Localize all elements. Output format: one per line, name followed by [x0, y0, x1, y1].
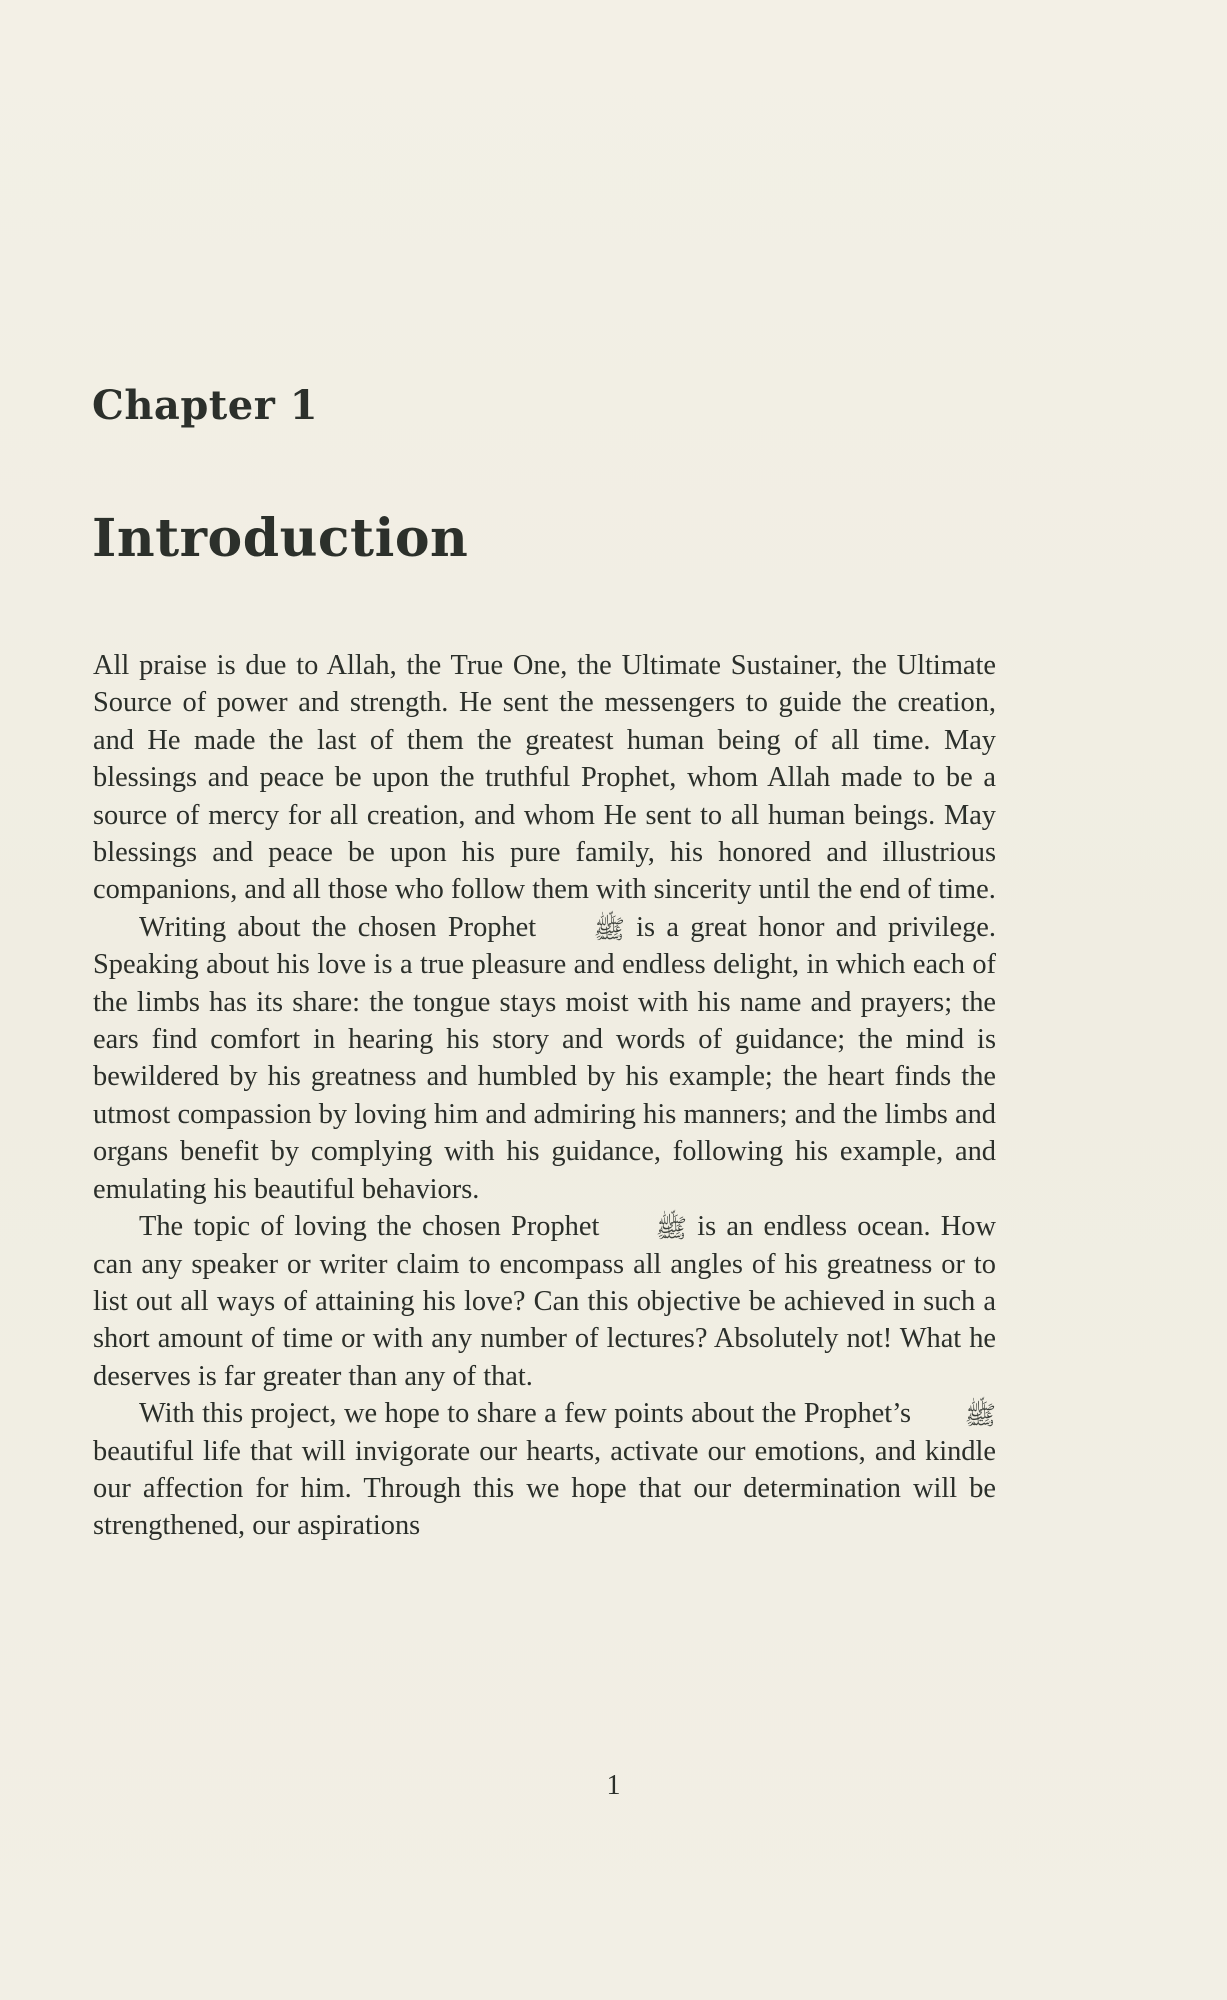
paragraph-1 [93, 647, 996, 909]
paragraph-text: With this project, we hope to share a few points about the Prophet’s [139, 1398, 919, 1430]
chapter-label: Chapter 1 [92, 382, 319, 429]
paragraph-3 [93, 1208, 996, 1395]
body-text [93, 647, 996, 1545]
salawat-icon: ﷺ [655, 1214, 688, 1244]
paragraph-2 [93, 909, 996, 1208]
paragraph-4 [93, 1395, 996, 1545]
salawat-icon: ﷺ [593, 914, 625, 944]
paragraph-text: All praise is due to Allah, the True One, the Ultimate Sustainer, the Ultimate Source of power and strength. He sent the messengers to guide the creation, and He made the last of them the greatest human being of all time. May blessings and peace be upon the truthful Prophet, whom Allah made to be a source of mercy for all creation, and whom He sent to all human beings. May blessings and peace be upon his pure family, his honored and illustrious companions, and all those who follow them with sincerity until the end of time. [93, 650, 996, 906]
chapter-title: Introduction [92, 508, 469, 569]
paragraph-text: Writing about the chosen Prophet [139, 911, 548, 943]
paragraph-text: The topic of loving the chosen Prophet [139, 1211, 610, 1243]
paragraph-text: beautiful life that will invigorate our hearts, activate our emotions, and kindle our affection for him. Through this we hope that our determination will be strengthened, our aspirations [93, 1435, 996, 1542]
page-number: 1 [606, 1770, 621, 1801]
paragraph-text: is an endless ocean. How can any speaker or writer claim to encompass all angles of his greatness or to list out all ways of attaining his love? Can this objective be achieved in such a short amount of time or with any number of lectures? Absolutely not! What he deserves is far greater than any of that. [93, 1211, 996, 1392]
salawat-icon: ﷺ [964, 1401, 996, 1431]
paragraph-text: is a great honor and privilege. Speaking about his love is a true pleasure and endless delight, in which each of the limbs has its share: the tongue stays moist with his name and prayers; the ears find comfort in hearing his story and words of guidance; the mind is bewildered by his greatness and humbled by his example; the heart finds the utmost compassion by loving him and admiring his manners; and the limbs and organs benefit by complying with his guidance, following his example, and emulating his beautiful behaviors. [93, 911, 996, 1205]
